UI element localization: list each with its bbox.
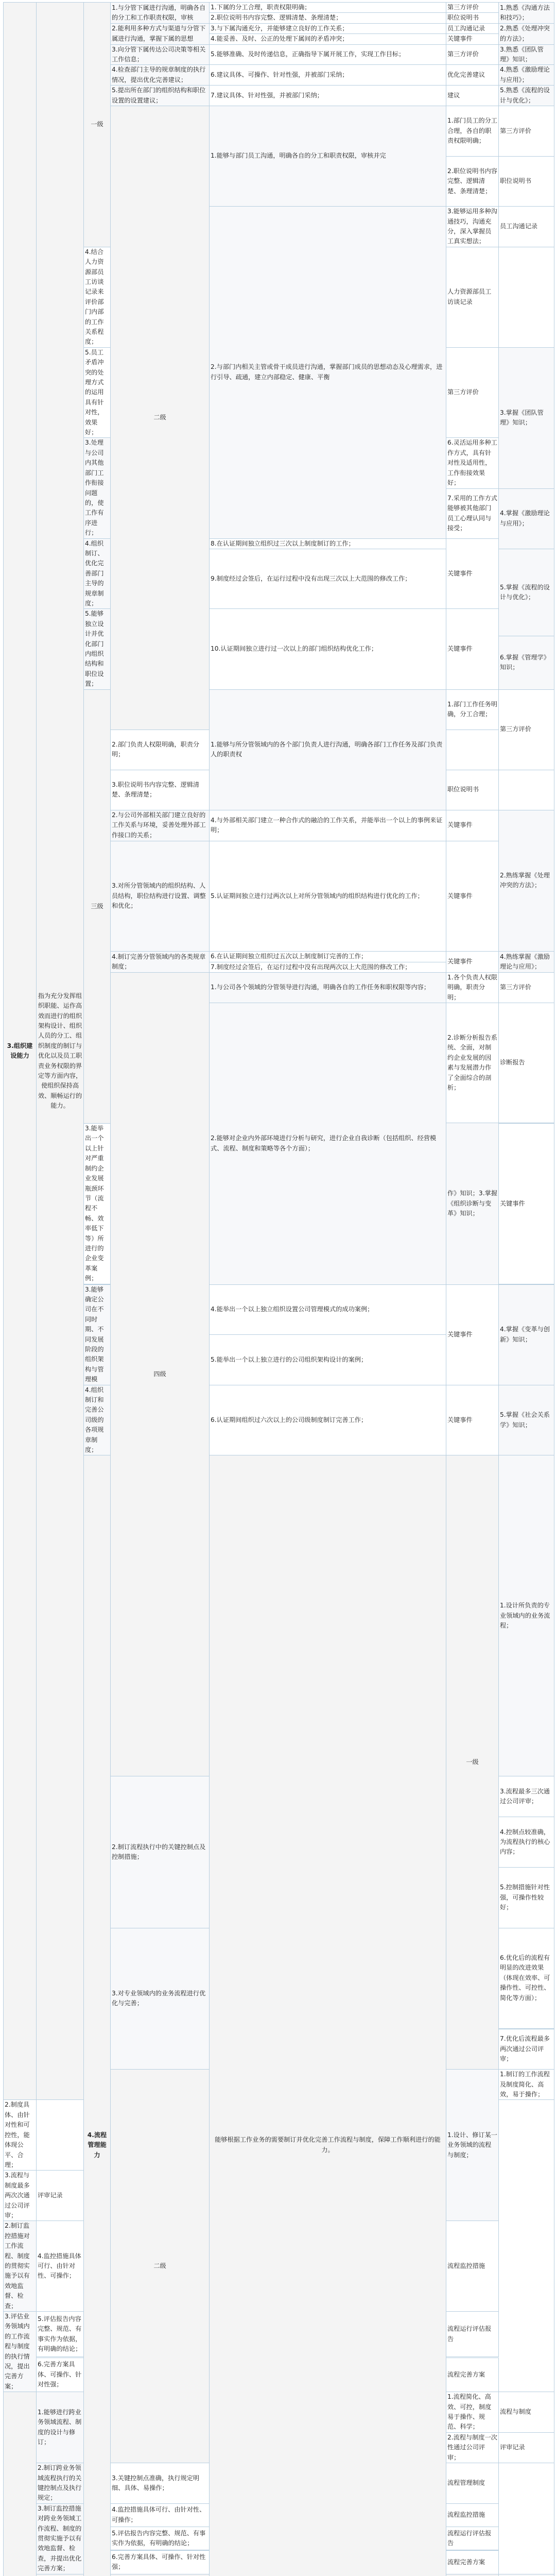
evidence-cell: 诊断报告	[499, 1003, 554, 1123]
knowledge-cell: 2.熟练掌握《处理冲突的方法》；	[499, 810, 554, 952]
evidence-cell: 关键事件	[446, 810, 499, 841]
behavior-cell: 5.能够独立设计并优化部门内组织结构和职位设置；	[84, 609, 111, 689]
standard-cell: 3.流程与制度最多两次次通过公司评审；	[4, 2171, 37, 2221]
standard-cell: 9.制度经过会签后，在运行过程中没有出现三次以上大范围的修改工作；	[210, 549, 446, 608]
ability-cell: 4.流程管理能力	[84, 1455, 111, 2576]
knowledge-cell: 3.掌握《团队管理》知识；	[499, 347, 554, 488]
behavior-cell: 1.能够进行跨业务领域流程、制度的设计与修订；	[37, 2392, 84, 2463]
level-cell	[4, 2392, 37, 2576]
behavior-cell: 1.与公司各个领域的分管领导进行沟通，明确各自的工作任务和职权限等内容；	[210, 972, 446, 1003]
knowledge-cell: 5.掌握《社会关系学》知识；	[499, 1385, 554, 1455]
standard-cell: 4.监控措施具体可行、由针对性、可操作；	[37, 2221, 84, 2312]
standard-cell: 6.认证期间组织过六次以上的公司级制度制订完善工作；	[210, 1385, 446, 1455]
behavior-cell: 2.能利用多种方式与渠道与分管下属进行沟通，掌握下属的思想	[111, 23, 210, 44]
level-cell: 一级	[84, 3, 111, 247]
behavior-cell: 3.能够确定公司在不同时期、不同发展阶段的组织架构与管理模	[84, 1284, 111, 1385]
knowledge-cell: 作》知识；3.掌握《组织诊断与变革》知识；	[446, 1123, 499, 1285]
standard-cell: 1.下属的分工合理，职责权限明确；	[210, 3, 446, 13]
behavior-cell: 3.处理与公司内其他部门工作衔接问题的，使工作有序进行；	[84, 438, 111, 538]
standard-cell: 5.评估报告内容完整、规范、有事实作为依据，有明确的结论；	[111, 2527, 210, 2550]
evidence-cell: 关键事件	[446, 952, 499, 973]
evidence-cell: 流程监控措施	[446, 2221, 499, 2312]
evidence-cell: 关键事件	[446, 538, 499, 609]
evidence-cell: 关键事件	[446, 609, 499, 689]
standard-cell: 10.认证期间独立进行过一次以上的部门组织结构优化工作；	[210, 609, 446, 689]
evidence-cell: 优化完善建议	[446, 65, 499, 86]
behavior-cell: 1.设计、修订某一业务领域的流程与制度；	[446, 2070, 499, 2221]
evidence-cell: 关键事件	[499, 1124, 554, 1284]
standard-cell: 5.能举出一个以上独立进行的公司组织架构设计的案例；	[210, 1335, 446, 1385]
evidence-cell: 关键事件	[446, 34, 499, 44]
standard-cell: 5.评估报告内容完整、规范、有事实作为依据，有明确的结论；	[37, 2312, 84, 2357]
evidence-cell: 流程与制度	[499, 2392, 554, 2433]
standard-cell: 3.与下属沟通充分，并能够建立良好的工作关系；	[210, 23, 446, 33]
behavior-cell: 2.制订流程执行中的关键控制点及控制措施；	[111, 1776, 210, 1928]
definition-cell: 能够根据工作业务的需要制订并优化完善工作流程与制度，保障工作顺利进行的能力。	[210, 1455, 446, 2576]
standard-cell: 1.流程简化、高效、可控，制度易于操作、规范、科学；	[446, 2392, 499, 2433]
behavior-cell: 2.制订跨业务领域流程执行的关键控制点及执行规定；	[37, 2463, 84, 2504]
level-cell: 二级	[111, 2070, 210, 2463]
standard-cell: 5.能够准确、及时传递信息，正确指导下属开展工作，实现工作目标；	[210, 44, 446, 65]
evidence-cell: 职位说明书	[446, 13, 499, 23]
standard-cell: 3.能够运用多种沟通技巧，沟通充分，深入掌握员工真实想法；	[446, 207, 499, 247]
ability-cell: 3.组织建设能力	[4, 3, 37, 2100]
evidence-cell: 第三方评价	[446, 44, 499, 65]
standard-cell: 3.流程最多三次通过公司评审；	[499, 1776, 554, 1817]
evidence-cell: 职位说明书	[446, 770, 499, 810]
knowledge-cell: 4.掌握《激励理论与应用》；	[499, 488, 554, 549]
evidence-cell: 员工沟通记录	[499, 207, 554, 247]
standard-cell: 2.职位说明书内容完整、逻辑清楚、条理清楚；	[210, 13, 446, 23]
standard-cell: 1.部门员工的分工合理，各自的职责权限明确；	[446, 106, 499, 157]
standard-cell: 3.关键控制点准确，执行规定明细、具体、易操作；	[111, 2463, 210, 2504]
behavior-cell: 4.制订完善分管领域内的各类规章制度；	[111, 952, 210, 973]
standard-cell: 4.控制点较准确，为流程执行的核心内容；	[499, 1817, 554, 1868]
behavior-cell: 1.设计所负责的专业领域内的业务流程；	[499, 1455, 554, 1776]
behavior-cell	[499, 2574, 554, 2576]
knowledge-cell: 5.掌握《流程的设计与优化》；	[499, 549, 554, 636]
table-row	[4, 1284, 554, 1335]
behavior-cell: 3.制订监控措施对跨业务领域工作流程、制度的贯彻实施予以有效地监督、检查，并提出优化完善方案；	[37, 2503, 84, 2574]
ability-cell	[37, 2574, 84, 2576]
standard-cell: 2.职位说明书内容完整、逻辑清楚、条理清楚；	[446, 156, 499, 207]
evidence-cell: 评审记录	[37, 2171, 84, 2221]
evidence-cell: 员工沟通记录	[446, 23, 499, 33]
level-cell: 四级	[111, 972, 210, 1776]
standard-cell: 4.与外部相关部门建立一种合作式的融洽的工作关系，并能举出一个以上的事例来证明；	[210, 810, 446, 841]
standard-cell: 4.监控措施具体可行、由针对性、可操作；	[111, 2503, 210, 2527]
standard-cell: 7.建议具体、针对性强，并被部门采纳；	[210, 86, 446, 106]
level-cell: 二级	[111, 106, 210, 730]
standard-cell: 7.优化后流程最多两次通过公司评审；	[499, 2029, 554, 2070]
evidence-cell: 职位说明书	[499, 156, 554, 207]
standard-cell: 6.灵活运用多种工作方式，具有针对性及适用性，工作衔接效果好；	[446, 438, 499, 488]
behavior-cell: 2.制订监控措施对工作流程、制度的贯彻实施予以有效地监督、检查；	[4, 2221, 37, 2312]
standard-cell: 2.流程与制度一次性通过公司评审；	[446, 2432, 499, 2463]
behavior-cell: 4.检查部门主导的规章制度的执行情况，提出优化完善建议；	[111, 65, 210, 86]
evidence-cell: 第三方评价	[446, 3, 499, 13]
behavior-cell: 2.能够对企业内外部环境进行分析与研究，进行企业自我诊断（包括组织、经营模式、流程、制度和策略等各个方面）；	[210, 1003, 446, 1284]
knowledge-cell: 2.熟悉《处理冲突的方法》；	[499, 23, 554, 44]
standard-cell: 5.认证期间独立进行过两次以上对所分管领域内的组织结构进行优化的工作；	[210, 841, 446, 951]
behavior-cell: 3.对专业领域内的业务流程进行优化与完善；	[111, 1928, 210, 2070]
behavior-cell: 3.对所分管领域内的组织结构、人员结构，职位结构进行设置、调整和优化；	[111, 841, 210, 951]
table-row	[4, 538, 554, 549]
standard-cell: 7.制度经过会签后，在运行过程中没有出现两次以上大范围的修改工作；	[210, 962, 446, 972]
evidence-cell: 流程运行评估报告	[446, 2312, 499, 2357]
behavior-cell: 2.与公司外部相关部门建立良好的工作关系与环境，妥善处理外部工作接口的关系；	[111, 810, 210, 841]
standard-cell: 7.采用的工作方式能够被其他部门员工心理认同与接受；	[446, 488, 499, 538]
competency-table	[3, 2, 554, 2576]
standard-cell: 3.职位说明书内容完整、逻辑清楚、条理清楚；	[111, 770, 210, 810]
behavior-cell: 2.与部门内相关主管或骨干成员进行沟通，掌握部门成员的思想动态及心理需求，进行引导、疏通，建立内部稳定、健康、平衡	[210, 207, 446, 538]
standard-cell: 3.能举出一个以上针对严重制约企业发展瓶颈环节（流程不畅、效率低下等）所进行的企业变革案例；	[84, 1124, 111, 1284]
standard-cell: 8.在认证期间独立组织过三次以上制度制订的工作；	[210, 538, 446, 549]
table-row	[4, 3, 554, 13]
table-row	[4, 609, 554, 636]
table-row	[4, 1455, 554, 1666]
behavior-cell: 4.组织制订和完善公司级的各项规章制度；	[84, 1385, 111, 1455]
table-row	[4, 1385, 554, 1455]
knowledge-cell: 4.掌握《变革与创新》知识；	[499, 1284, 554, 1385]
evidence-cell: 第三方评价	[499, 106, 554, 157]
definition-cell	[111, 2574, 210, 2576]
behavior-cell: 3.评估业务领域内的工作流程与制度的执行情况，提出完善方案；	[4, 2312, 37, 2392]
evidence-cell: 第三方评价	[446, 347, 499, 438]
level-cell: 三级	[84, 689, 111, 1123]
competency-table-body	[4, 3, 554, 2576]
standard-cell: 2.部门负责人权限明确，职责分明；	[111, 730, 210, 770]
knowledge-cell: 4.熟练掌握《激励理论与应用》；	[499, 952, 554, 973]
standard-cell: 1.部门工作任务明确，分工合理；	[446, 689, 499, 730]
standard-cell: 2.诊断分析报告系统、全面，对制约企业发展的因素与发展潜力作了全面综合的剖析；	[446, 1003, 499, 1123]
knowledge-cell: 1.熟悉《沟通方法和技巧》；	[499, 3, 554, 24]
evidence-cell: 人力资源部员工访谈记录	[446, 247, 499, 347]
level-cell	[446, 2574, 499, 2576]
knowledge-cell: 6.掌握《管理学》知识；	[499, 636, 554, 689]
knowledge-cell: 4.熟悉《激励理论与应用》；	[499, 65, 554, 86]
behavior-cell: 1.能够与部门员工沟通，明确各自的分工和职责权限，审核并完	[210, 106, 446, 207]
behavior-cell: 1.与分管下属进行沟通，明确各自的分工和工作职责权限，审核	[111, 3, 210, 24]
evidence-cell: 建议	[446, 86, 499, 106]
standard-cell: 1.各个负责人权限明确，职责分明；	[446, 972, 499, 1003]
table-row	[4, 689, 554, 730]
standard-cell: 4.能举出一个以上独立组织设置公司管理模式的成功案例；	[210, 1284, 446, 1335]
standard-cell: 1.制订的工作流程及制度简化、高效，易于操作；	[499, 2070, 554, 2100]
standard-cell: 6.优化后的流程有明显的改进效果（体现在效率、可操作性、可控性、简化等方面）；	[499, 1928, 554, 2028]
evidence-cell: 第三方评价	[499, 689, 554, 770]
knowledge-cell: 3.熟悉《团队管理》知识；	[499, 44, 554, 65]
definition-cell: 指为充分发挥组织职能、运作高效而进行的组织架构设计、组织人员的分工、组织制度的制订与优化以及员工职责业务权限的界定等方面内容，使组织保持高效、顺畅运行的能力。	[37, 3, 84, 2100]
standard-cell: 6.完善方案具体、可操作、针对性强；	[111, 2551, 210, 2574]
evidence-cell: 评审记录	[499, 2432, 554, 2463]
evidence-cell: 关键事件	[446, 841, 499, 951]
evidence-cell: 第三方评价	[499, 972, 554, 1003]
behavior-cell: 4.组织制订、优化完善部门主导的规章制度；	[84, 538, 111, 609]
standard-cell: 4.结合人力资源部员工访谈记录来评价部门内部的工作关系程度；	[84, 247, 111, 347]
evidence-cell: 流程监控措施	[446, 2503, 499, 2527]
evidence-cell: 流程运行评估报告	[446, 2527, 499, 2550]
evidence-cell: 流程完善方案	[446, 2551, 499, 2574]
standard-cell: 6.完善方案具体、可操作、针对性强；	[37, 2358, 84, 2392]
evidence-cell: 关键事件	[446, 1284, 499, 1385]
level-cell: 一级	[446, 1455, 499, 2070]
standard-cell: 4.能妥善、及时、公正的处理下属间的矛盾冲突；	[210, 34, 446, 44]
knowledge-cell: 5.熟悉《流程的设计与优化》；	[499, 86, 554, 106]
standard-cell: 6.在认证期间独立组织过五次以上制度制订完善的工作；	[210, 952, 446, 962]
behavior-cell: 1.能够与所分管领域内的各个部门负责人进行沟通，明确各部门工作任务及部门负责人的职责权	[210, 689, 446, 810]
behavior-cell: 5.提出所在部门的组织结构和职位设置的设置建议；	[111, 86, 210, 106]
standard-cell: 5.员工矛盾冲突的处理方式的运用具有针对性，效果好；	[84, 347, 111, 438]
standard-cell: 2.制度具体、由针对性和可控性，能体现公平、合理；	[4, 2100, 37, 2171]
evidence-cell: 流程管理制度	[446, 2463, 499, 2504]
standard-cell: 6.建议具体、可操作、针对性强，并被部门采纳；	[210, 65, 446, 86]
evidence-cell: 流程完善方案	[446, 2358, 499, 2392]
evidence-cell: 关键事件	[446, 1385, 499, 1455]
behavior-cell: 3.向分管下属传达公司决策等相关工作信息；	[111, 44, 210, 65]
standard-cell: 5.控制措施针对性强，可操作性较好；	[499, 1868, 554, 1928]
